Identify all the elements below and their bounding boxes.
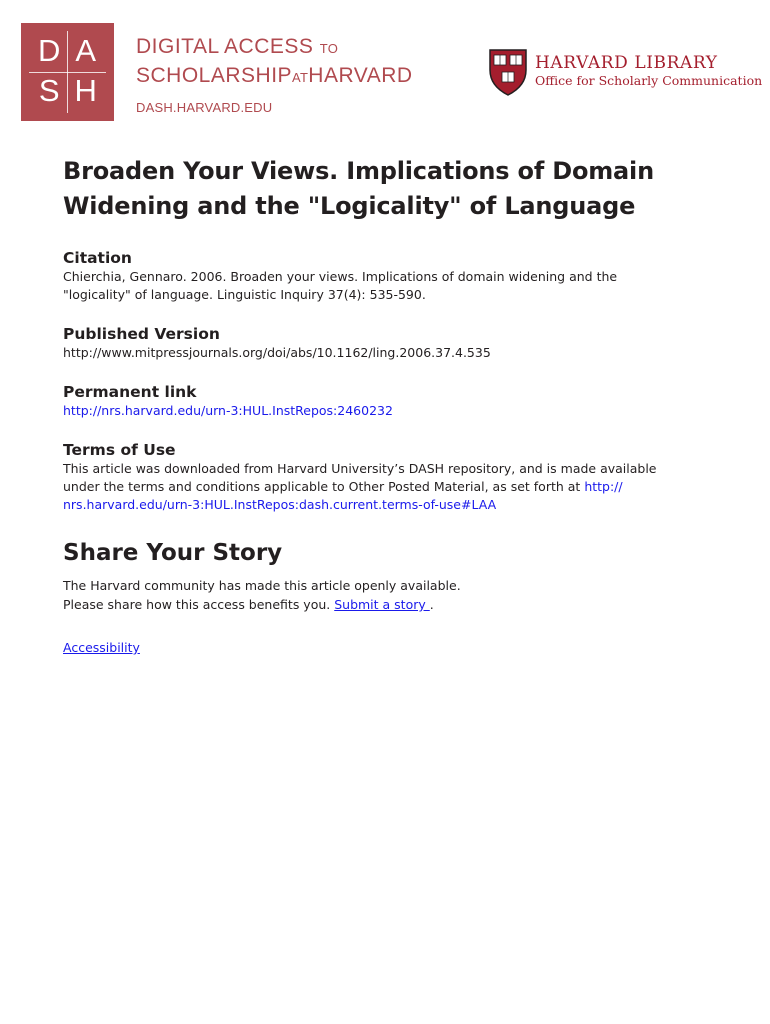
permanent-link-heading: Permanent link bbox=[63, 383, 197, 401]
terms-of-use-link-part2[interactable]: nrs.harvard.edu/urn-3:HUL.InstRepos:dash.current.terms-of-use#LAA bbox=[63, 497, 497, 512]
dash-logo-letter-d: D bbox=[38, 33, 61, 68]
share-story-line2 bbox=[63, 595, 723, 614]
terms-of-use-heading: Terms of Use bbox=[63, 441, 176, 459]
document-title-line2: Widening and the "Logicality" of Language bbox=[63, 192, 636, 220]
dash-wordmark bbox=[136, 33, 413, 117]
citation-heading: Citation bbox=[63, 249, 132, 267]
share-story-heading: Share Your Story bbox=[63, 540, 283, 566]
dash-wordmark-digital-access: DIGITAL ACCESS bbox=[136, 35, 314, 58]
citation-section bbox=[63, 248, 723, 304]
accessibility-link[interactable]: Accessibility bbox=[63, 640, 140, 655]
permanent-link-url[interactable]: http://nrs.harvard.edu/urn-3:HUL.InstRepos:2460232 bbox=[63, 403, 393, 418]
dash-wordmark-scholarship: SCHOLARSHIP bbox=[136, 64, 293, 87]
citation-line1: Chierchia, Gennaro. 2006. Broaden your views. Implications of domain widening and the bbox=[63, 269, 618, 284]
published-version-section bbox=[63, 324, 723, 362]
document-content bbox=[63, 154, 723, 656]
harvard-library-title: HARVARD LIBRARY bbox=[535, 53, 718, 73]
dash-logo-letter-s: S bbox=[38, 73, 60, 108]
citation-line2: "logicality" of language. Linguistic Inquiry 37(4): 535-590. bbox=[63, 287, 426, 302]
published-version-heading: Published Version bbox=[63, 325, 220, 343]
dash-logo-letter-h: H bbox=[74, 73, 97, 108]
terms-of-use-line2 bbox=[63, 478, 723, 496]
document-title bbox=[63, 154, 723, 224]
dash-url: DASH.HARVARD.EDU bbox=[136, 100, 273, 115]
terms-of-use-section bbox=[63, 440, 723, 514]
dash-wordmark-harvard: HARVARD bbox=[308, 64, 413, 87]
citation-text bbox=[63, 268, 723, 304]
harvard-library-wordmark bbox=[535, 53, 762, 89]
terms-of-use-link-part1[interactable]: http:// bbox=[584, 479, 623, 494]
permanent-link-section bbox=[63, 382, 723, 420]
dash-logo-divider-horizontal bbox=[29, 72, 106, 73]
dash-logo-letter-a: A bbox=[75, 33, 97, 68]
dash-wordmark-to: TO bbox=[319, 41, 339, 56]
terms-of-use-line2-text: under the terms and conditions applicable to Other Posted Material, as set forth at bbox=[63, 479, 585, 494]
terms-of-use-line1: This article was downloaded from Harvard University’s DASH repository, and is made available bbox=[63, 461, 657, 476]
terms-of-use-text bbox=[63, 460, 723, 514]
share-story-line2-text: Please share how this access benefits you. bbox=[63, 597, 335, 612]
share-story-period: . bbox=[429, 597, 434, 612]
dash-wordmark-line2 bbox=[136, 62, 413, 91]
share-story-line1: The Harvard community has made this article openly available. bbox=[63, 578, 461, 593]
dash-wordmark-line1 bbox=[136, 33, 413, 62]
dash-wordmark-at: AT bbox=[292, 70, 309, 85]
submit-story-link[interactable]: Submit a story bbox=[334, 597, 430, 612]
harvard-library-subtitle: Office for Scholarly Communication bbox=[535, 73, 763, 88]
published-version-url: http://www.mitpressjournals.org/doi/abs/10.1162/ling.2006.37.4.535 bbox=[63, 345, 491, 360]
share-story-text bbox=[63, 576, 723, 614]
document-title-line1: Broaden Your Views. Implications of Domain bbox=[63, 157, 654, 185]
harvard-shield-icon bbox=[488, 48, 528, 96]
